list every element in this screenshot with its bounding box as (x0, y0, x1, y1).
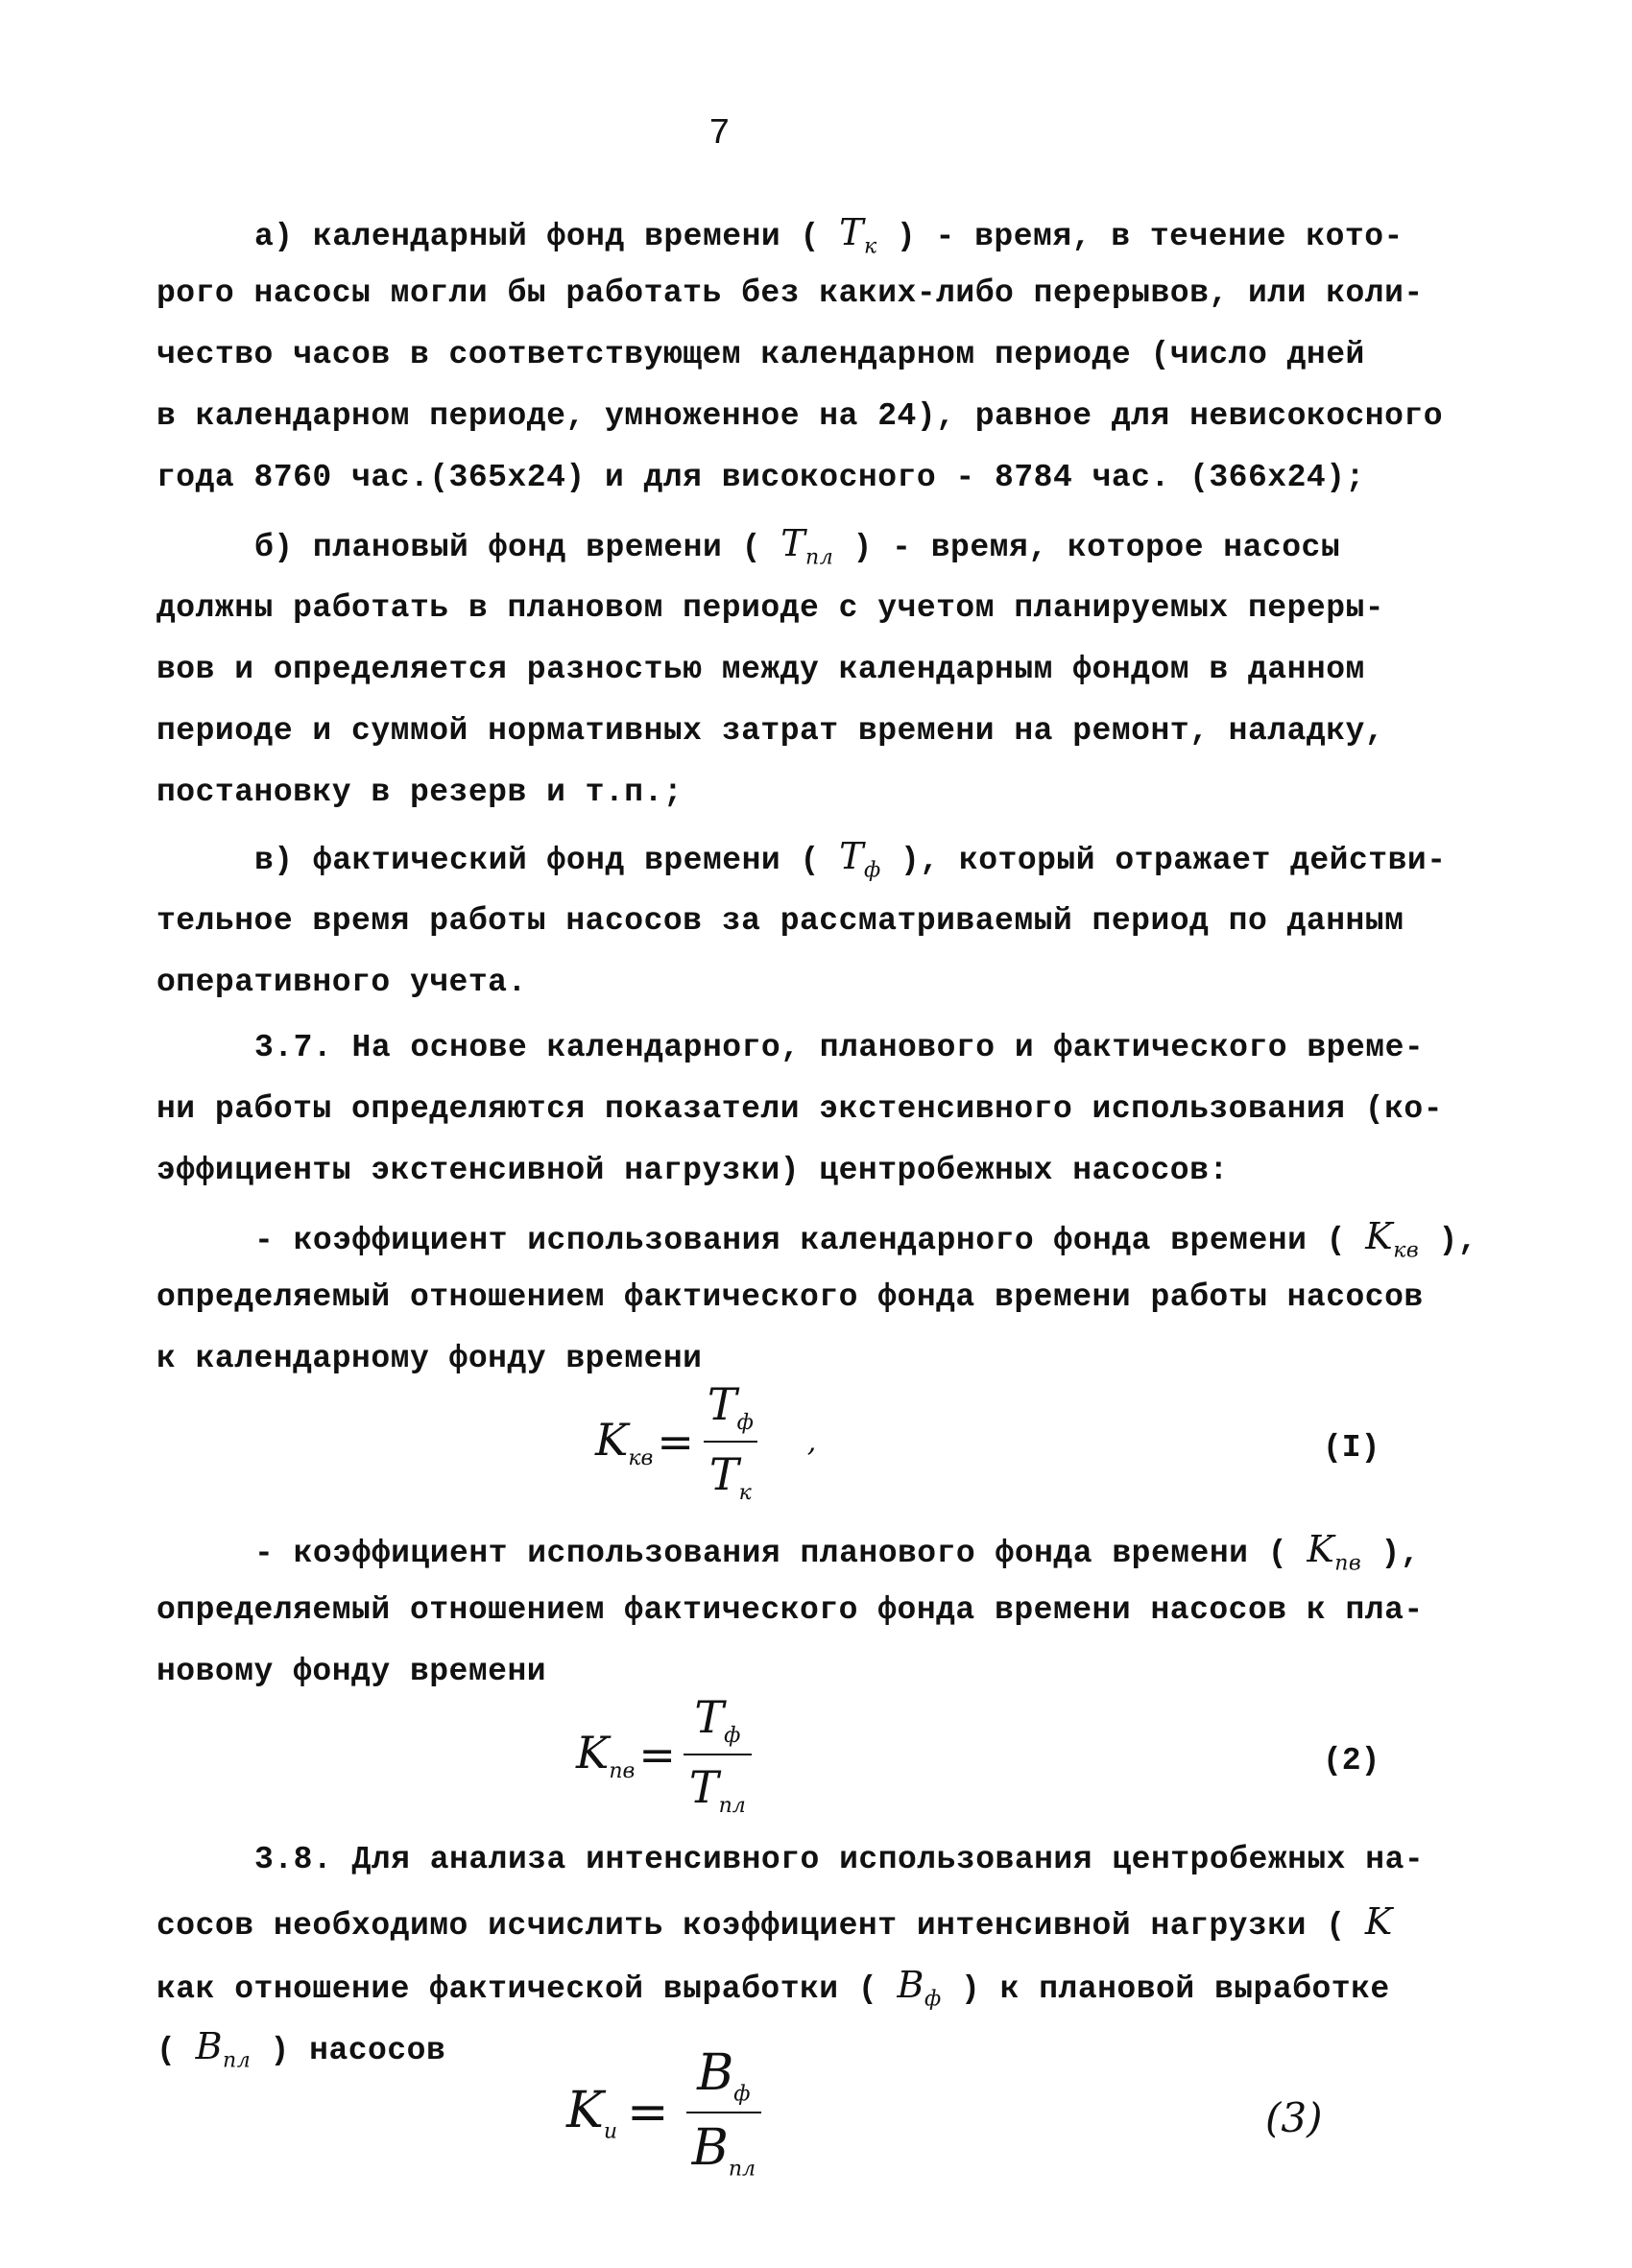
text-line: определяемый отношением фактического фонда времени работы насосов (156, 1279, 1424, 1315)
formula-1: $K_{кв}$ = $\frac{T_ф}{T_к}$ , (595, 1378, 817, 1506)
text-line: - коэффициент использования планового фонда времени ( $K_{пв}$ ), (254, 1530, 1420, 1584)
formula-2: $K_{пв}$ = $\frac{T_ф}{T_{пл}}$ (576, 1691, 752, 1818)
text-line: постановку в резерв и т.п.; (156, 775, 684, 810)
symbol-K: K (1364, 1900, 1393, 1943)
text-line: вов и определяется разностью между календарным фондом в данном (156, 652, 1365, 687)
text-line: 3.8. Для анализа интенсивного использования центробежных на- (254, 1842, 1425, 1877)
text-line: к календарному фонду времени (156, 1341, 703, 1376)
page-number: 7 (708, 113, 731, 155)
equation-number-3: (3) (1265, 2094, 1323, 2141)
text-line: как отношение фактической выработки ( $B_ф$ ) к плановой выработке (156, 1966, 1390, 2019)
symbol-Kkv: $K_{кв}$ (1365, 1215, 1420, 1263)
formula-3: $K_и$ = $\frac{B_ф}{B_{пл}}$ (566, 2044, 761, 2182)
text-line: тельное время работы насосов за рассматриваемый период по данным (156, 903, 1404, 939)
symbol-Bpl: $B_{пл}$ (195, 2025, 252, 2073)
text-line: периоде и суммой нормативных затрат времени на ремонт, наладку, (156, 713, 1385, 749)
text-line: года 8760 час.(365x24) и для високосного - 8784 час. (366x24); (156, 460, 1365, 495)
text-line: оперативного учета. (156, 965, 527, 1000)
text-line: ( $B_{пл}$ ) насосов (156, 2027, 445, 2081)
text-line: - коэффициент использования календарного фонда времени ( $K_{кв}$ ), (254, 1217, 1477, 1271)
text-line: ни работы определяются показатели экстенсивного использования (ко- (156, 1091, 1444, 1127)
text-line: 3.7. На основе календарного, планового и фактического време- (254, 1030, 1425, 1065)
symbol-Bf: $B_ф$ (897, 1964, 942, 2012)
text-line: в календарном периоде, умноженное на 24), равное для невисокосного (156, 398, 1444, 434)
symbol-Tpl: $T_{пл}$ (780, 522, 834, 570)
equation-number-2: (2) (1323, 1743, 1380, 1779)
text-line: сосов необходимо исчислить коэффициент интенсивной нагрузки ( K (156, 1900, 1393, 1944)
text-line: в) фактический фонд времени ( $T_ф$ ), который отражает действи- (254, 837, 1447, 891)
text-line: определяемый отношением фактического фонда времени насосов к пла- (156, 1592, 1424, 1628)
text-line: чество часов в соответствующем календарном периоде (число дней (156, 337, 1365, 372)
text-line: а) календарный фонд времени ( $T_к$ ) - время, в течение кото- (254, 213, 1404, 267)
text-line: новому фонду времени (156, 1654, 547, 1689)
text-line: эффициенты экстенсивной нагрузки) центробежных насосов: (156, 1153, 1229, 1188)
text-line: должны работать в плановом периоде с учетом планируемых переры- (156, 590, 1385, 626)
text-line: б) плановый фонд времени ( $T_{пл}$ ) - время, которое насосы (254, 524, 1340, 578)
equation-number-1: (I) (1323, 1430, 1380, 1466)
symbol-Tk: $T_к$ (839, 211, 877, 259)
symbol-Tf: $T_ф$ (839, 835, 881, 883)
text-line: рого насосы могли бы работать без каких-либо перерывов, или коли- (156, 275, 1424, 311)
symbol-Kpv: $K_{пв}$ (1307, 1528, 1362, 1576)
